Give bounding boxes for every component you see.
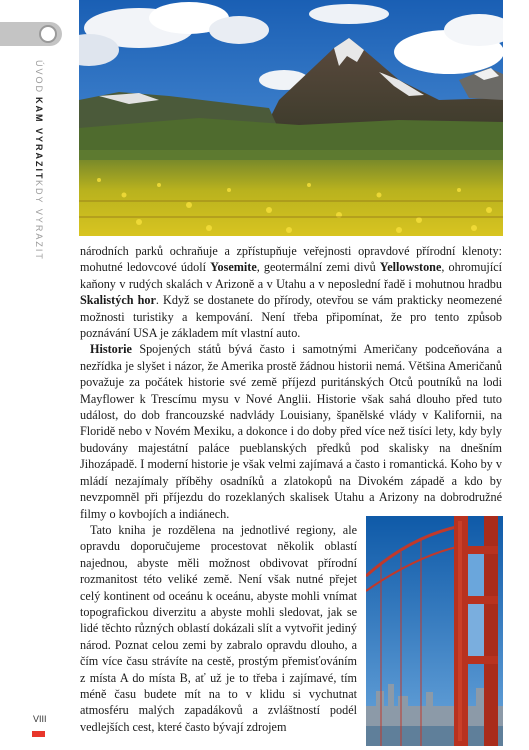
bold-yosemite: Yosemite xyxy=(210,260,257,275)
paragraph-parks xyxy=(80,243,502,341)
text-run: Spojených států bývá často i samotnými Američany podceňována a nezřídka je slyšet i názor, že Amerika prostě žádnou historii nemá. Většina Američanů považuje za počátek historie své země příjezd puritánských Otců poutníků na lodi Mayflower k Trescímu mysu v Nové Anglii. Historie však sahá dlouho před tuto událost, do dob francouzské nadvlády Louisiany, španělské vlády v Kalifornii, na Floridě nebo v Novém Mexiku, a dokonce i do doby před více než tisíci lety, kdy byly budovány majestátní paláce pueblanských předků pod skalisky na dnešním Jihozápadě. I moderní historie je však velmi zajímavá a často i romantická. Koho by v mládí nezajímaly příběhy osadníků a zlatokopů na Divokém západě a kdo by nevzpomněl při příjezdu do rozeklaných skalisek Utahu a Arizony na dobrodružné filmy o kovbojích a indiánech. xyxy=(80,342,502,521)
article-body-narrow xyxy=(80,522,357,735)
mountain-meadow-photo xyxy=(79,0,503,236)
nav-uvod[interactable]: ÚVOD xyxy=(34,60,44,95)
paragraph-regions: Tato kniha je rozdělena na jednotlivé regiony, ale opravdu doporučujeme procestovat několik oblastí najednou, abyste měli možnost obdivovat přírodní rozmanitost této veliké země. Není však nutné přejet celý kontinent od oceánu k oceánu, abyste mohli vnímat topografickou diverzitu a abyste mohli sledovat, jak se lidé těchto různých oblastí dokázali slít a vytvořit jediný národ. Poznat celou zemi by zabralo opravdu dlouho, a čím více času strávíte na cestě, prostým přemisťováním z místa A do místa B, ať už je to třeba i zajímavé, tím méně času budete mít na to v klidu si vychutnat atmosféru malých zapadákovů a zvláštností podél vedlejších cest, které často bývají zdrojem xyxy=(80,523,357,734)
bold-historie: Historie xyxy=(90,342,132,357)
text-run: , ohromující kaňony v rudých skalách v Arizoně a v Utahu a v neposlední řadě i mohutnou hradbu xyxy=(80,260,502,291)
text-run: , geotermální zemi divů xyxy=(256,260,380,275)
nav-kdy-vyrazit[interactable]: KDY VYRAZIT xyxy=(34,180,44,261)
text-run: národních parků ochraňuje a zpřístupňuje veřejnosti opravdové přírodní klenoty: mohutné ledovcové údolí xyxy=(80,244,502,275)
article-body xyxy=(80,243,502,522)
text-run: . Když se dostanete do přírody, otevřou se vám prakticky neomezené možnosti turistiky a kempování. Není třeba připomínat, že pro tento způsob poznávání USA je základem mít vlastní auto. xyxy=(80,293,502,341)
bold-yellowstone: Yellowstone xyxy=(379,260,442,275)
golden-gate-bridge-photo xyxy=(366,516,503,746)
page-number: VIII xyxy=(33,714,47,724)
bold-skaliste-hory: Skalistých hor xyxy=(80,293,156,308)
page-marker xyxy=(32,731,45,737)
paragraph-history xyxy=(80,341,502,521)
tab-circle-icon xyxy=(39,25,57,43)
nav-kam-vyrazit[interactable]: KAM VYRAZIT xyxy=(34,97,44,181)
